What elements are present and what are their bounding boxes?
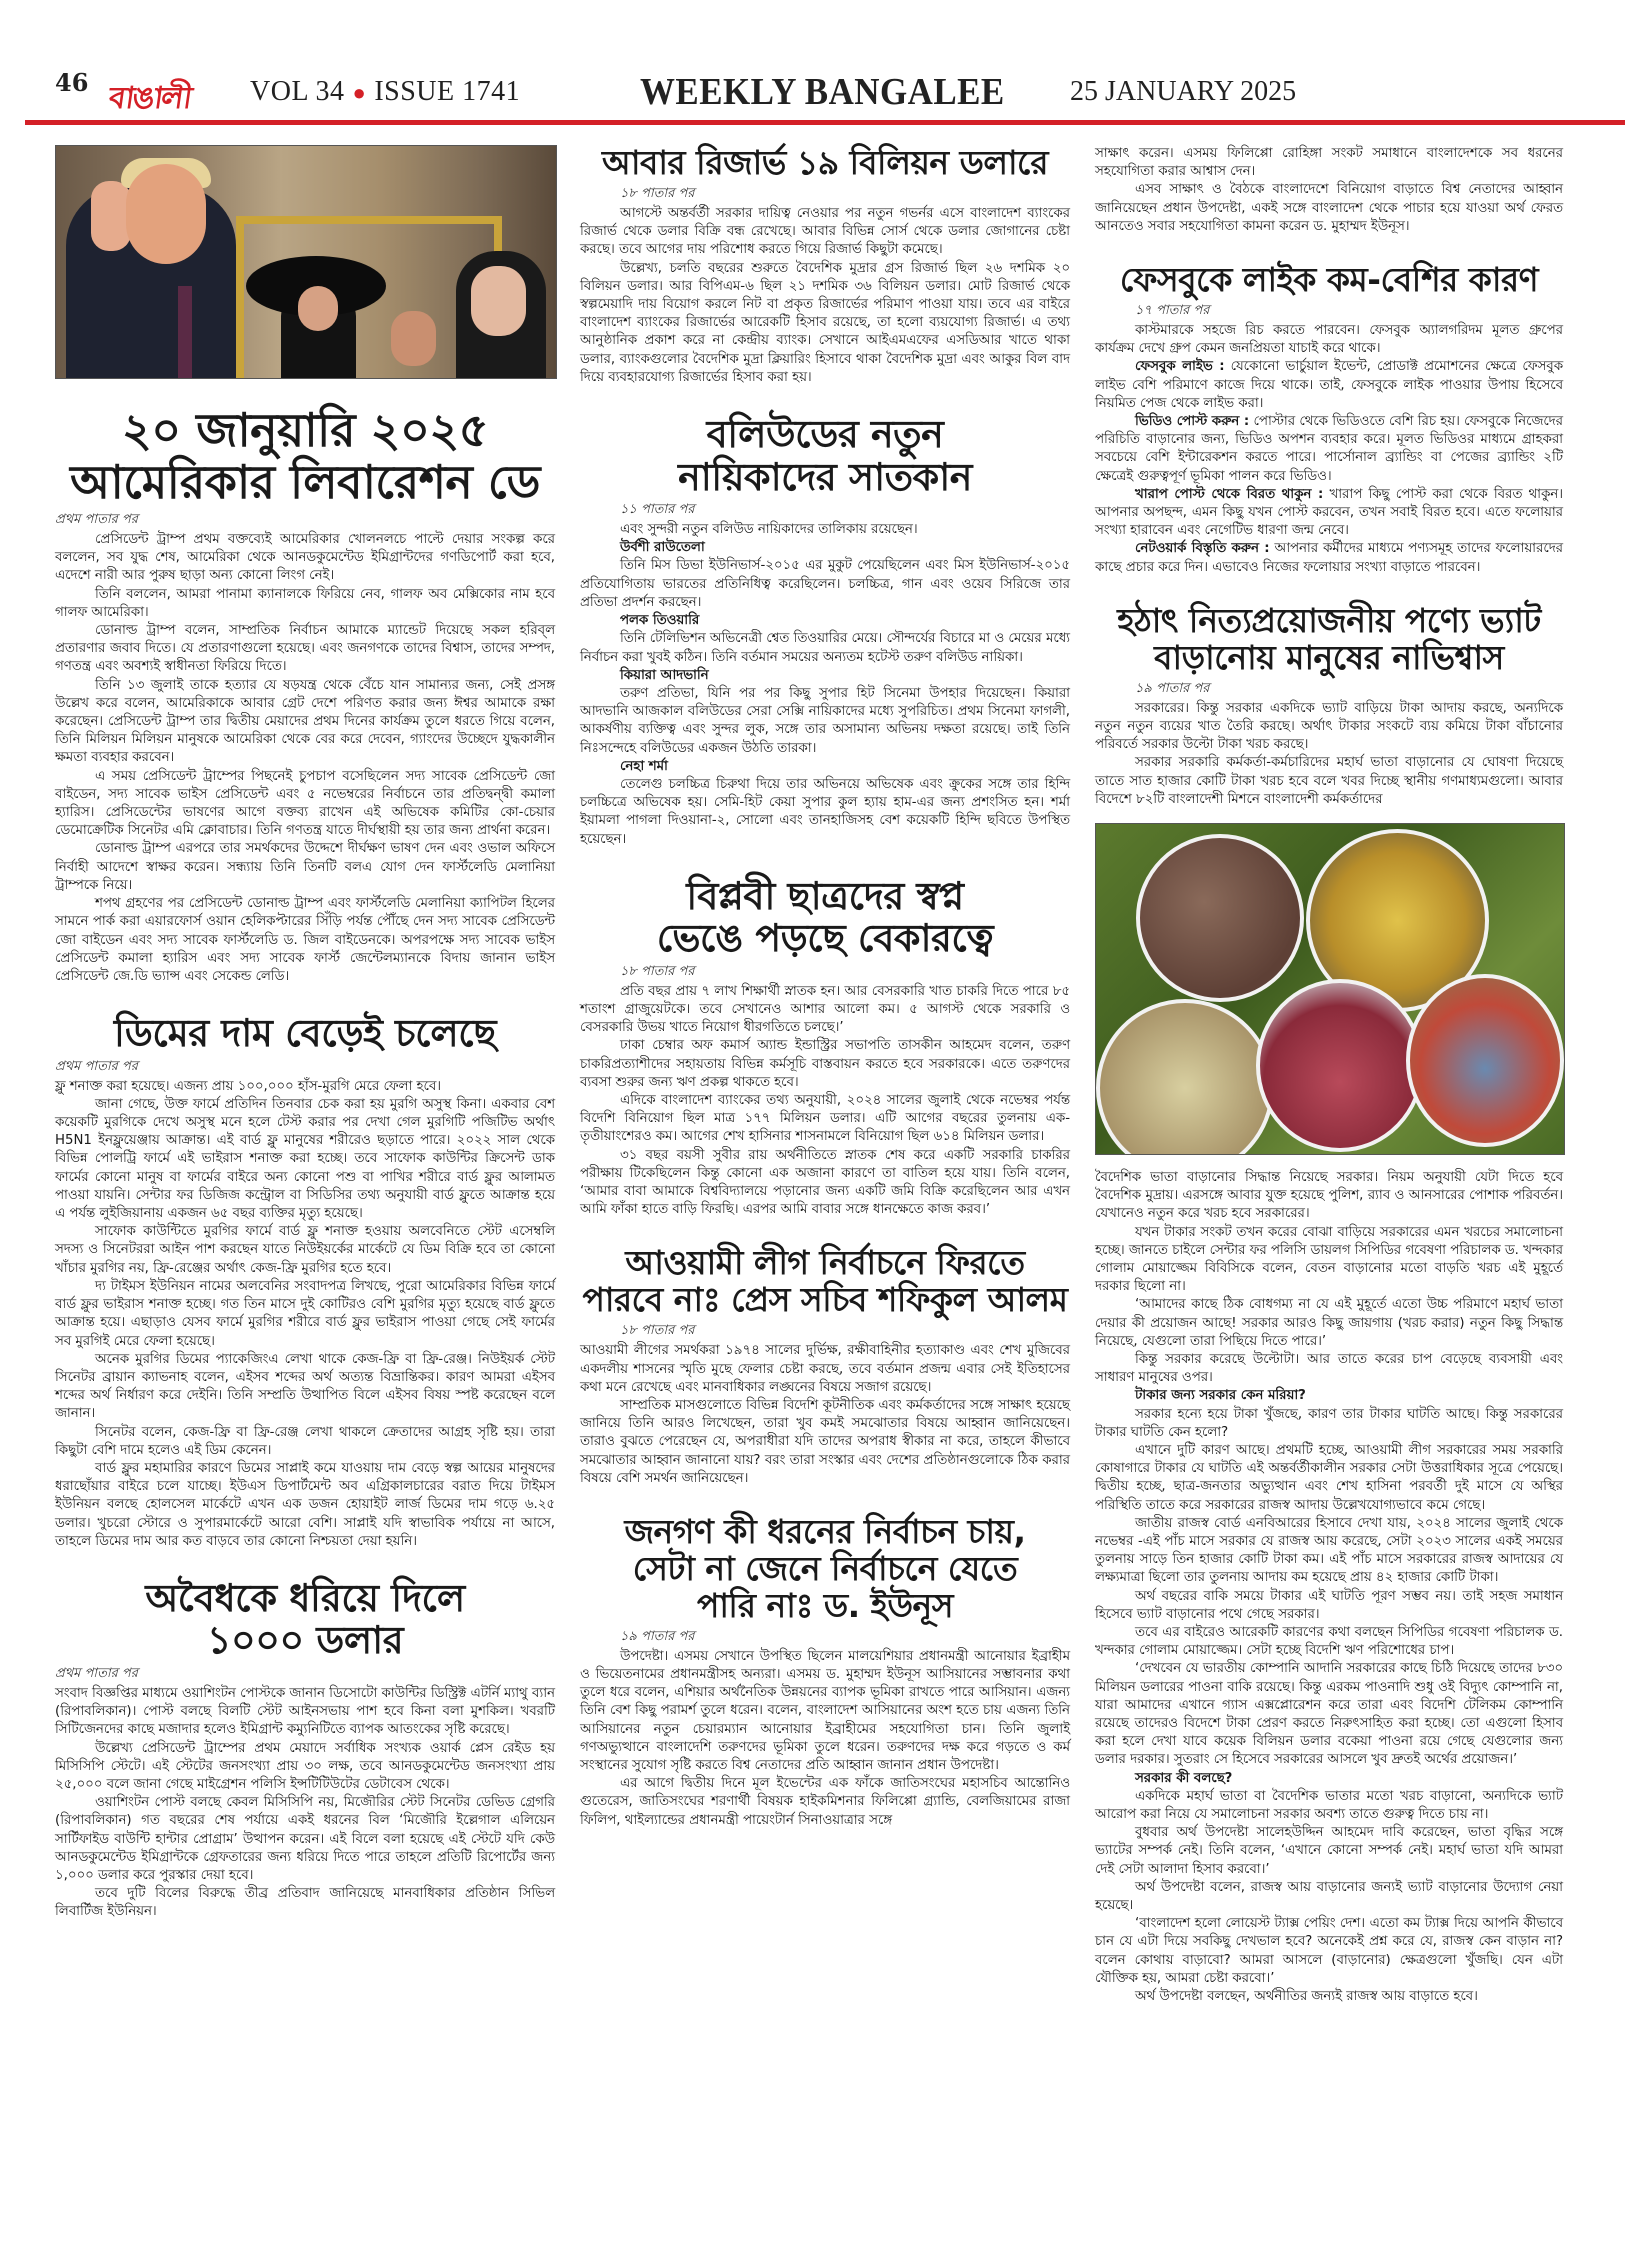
paragraph: তিনি মিস ডিভা ইউনিভার্স-২০১৫ এর মুকুট পেয়েছিলেন এবং মিস ইউনিভার্স-২০১৫ প্রতিযোগিতায় ভারতের প্রতিনিধিত্ব করেছিলেন। চলচ্চিত্র, গান এবং ওয়েব সিরিজে তার প্রতিভা প্রদর্শন করছেন। bbox=[580, 558, 1070, 610]
students-headline bbox=[580, 875, 1070, 960]
yunus-body bbox=[580, 1648, 1070, 1830]
paragraph: বার্ড ফ্লুর মহামারির কারণে ডিমের সাপ্লাই কমে যাওয়ায় দাম বেড়ে স্বল্প আয়ের মানুষদের ধরাছোঁয়ার বাইরে চলে যাচ্ছে। ইউএস ডিপার্টমেন্ট অব এগ্রিকালচারের বরাত দিয়ে টাইমস ইউনিয়ন বলছে হোলসেল মার্কেটে এখন এক ডজন হোয়াইট লার্জ ডিমের দাম গড়ে ৬.২৫ ডলার। খুচরো স্টোরে ও সুপারমার্কেটে আরো বেশি। সাপ্লাই যদি স্বাভাবিক পর্যায়ে না আসে, তাহলে ডিমের দাম আর কত বাড়বে তার কোনো নিশ্চয়তা দেয়া হয়নি। bbox=[55, 1460, 555, 1549]
bollywood-headline-line2: নায়িকাদের সাতকান bbox=[678, 454, 972, 499]
paragraph: জাতীয় রাজস্ব বোর্ড এনবিআরের হিসাবে দেখা যায়, ২০২৪ সালের জুলাই থেকে নভেম্বর -এই পাঁচ মাসে সরকার যে রাজস্ব আয় করেছে, সেটা ২০২৩ সালের একই সময়ের তুলনায় সাড়ে তিন হাজার কোটি টাকা কম। এই পাঁচ মাসে সরকারের রাজস্ব আদায়ের যে লক্ষ্যমাত্রা ছিলো তার তুলনায় আদায় কম হয়েছে প্রায় ৪২ হাজার কোটি টাকা। bbox=[1095, 1515, 1563, 1586]
subheading: নেহা শর্মা bbox=[620, 758, 668, 774]
paragraph: ঢাকা চেম্বার অফ কমার্স অ্যান্ড ইন্ডাস্ট্রির সভাপতি তাসকীন আহমেদ বলেন, তরুণ চাকরিপ্রত্যাশীদের সহায়তায় বিভিন্ন কর্মসূচি বাস্তবায়ন করতে হবে সরকারকে। এতে তরুণদের ব্যবসা শুরুর জন্য ঋণ প্রকল্প থাকতে হবে। bbox=[580, 1038, 1070, 1090]
liberation-headline-line1: ২০ জানুয়ারি ২০২৫ bbox=[121, 403, 489, 457]
students-headline-line1: বিপ্লবী ছাত্রদের স্বপ্ন bbox=[686, 873, 964, 918]
trump-inauguration-photo bbox=[55, 145, 557, 379]
issue-date: 25 JANUARY 2025 bbox=[1070, 76, 1297, 107]
continued-label: প্রথম পাতার পর bbox=[55, 1058, 138, 1074]
subheading: কিয়ারা আদভানি bbox=[620, 667, 709, 683]
paragraph: অর্থ বছরের বাকি সময়ে টাকার এই ঘাটতি পূরণ সম্ভব নয়। তাই সহজ সমাধান হিসেবে ভ্যাট বাড়ানোর পথে গেছে সরকার। bbox=[1095, 1588, 1563, 1622]
bollywood-headline bbox=[580, 413, 1070, 498]
continued-label: ১৮ পাতার পর bbox=[620, 963, 695, 979]
reserve-body bbox=[580, 205, 1070, 387]
market-goods-photo bbox=[1095, 823, 1565, 1155]
yunus-headline-line1: জনগণ কী ধরনের নির্বাচন চায়, bbox=[624, 1512, 1026, 1551]
paragraph: ওয়াশিংটন পোস্ট বলছে কেবল মিসিসিপি নয়, মিজৌরির স্টেট সিনেটর ডেভিড গ্রেগরি (রিপাবলিকান) গত বছরের শেষ পর্যায়ে একই ধরনের বিল ‘মিজৌরি ইল্লেগাল এলিয়েন সার্টিফাইড বাউন্টি হান্টার প্রোগ্রাম’ উত্থাপন করেন। এই বিলে বলা হয়েছে এই স্টেটে যদি কেউ আনডকুমেন্টেড ইমিগ্রান্টকে গ্রেফতারের জন্য ধরিয়ে দিতে পারে তাহলে প্রতিটি রিপোর্টের জন্য ১,০০০ ডলার করে পুরস্কার দেয়া হবে। bbox=[55, 1795, 555, 1884]
bounty-headline bbox=[55, 1577, 555, 1662]
yunus-headline bbox=[580, 1514, 1070, 1625]
volume-label: VOL 34 bbox=[250, 76, 345, 107]
paragraph: বুধবার অর্থ উপদেষ্টা সালেহউদ্দিন আহমেদ দাবি করেছেন, ভাতা বৃদ্ধির সঙ্গে ভ্যাটের সম্পর্ক নেই। তিনি বলেন, ‘এখানে কোনো সম্পর্ক নেই। মহার্ঘ ভাতা যদি আমরা দেই সেটা আলাদা হিসাব করবো।’ bbox=[1095, 1825, 1563, 1877]
continued-label: প্রথম পাতার পর bbox=[55, 1666, 138, 1682]
column-middle bbox=[580, 145, 1070, 1830]
paragraph: তেলেগু চলচ্চিত্র চিরুথা দিয়ে তার অভিনয়ে অভিষেক এবং ক্রুকের সঙ্গে তার হিন্দি চলচ্চিত্রে অভিষেক হয়। সেমি-হিট কেয়া সুপার কুল হ্যায় হাম-এর জন্য প্রশংসিত হন। শর্মা ইয়ামলা পাগলা দিওয়ানা-২, সোলো এবং তানহাজিসহ বেশ কয়েকটি হিন্দি ছবিতে উপস্থিত হয়েছেন। bbox=[580, 776, 1070, 847]
continued-label: ১৯ পাতার পর bbox=[620, 1628, 695, 1644]
vat-body-bottom bbox=[1095, 1169, 1563, 2006]
paragraph: উল্লেখ্য, চলতি বছরের শুরুতে বৈদেশিক মুদ্রার গ্রস রিজার্ভ ছিল ২৬ দশমিক ২০ বিলিয়ন ডলার। আর বিপিএম-৬ ছিল ২১ দশমিক ৩৬ বিলিয়ন ডলার। মোট রিজার্ভ থেকে স্বল্পমেয়াদি দায় বিয়োগ করলে নিট বা প্রকৃত রিজার্ভের পরিমাণ পাওয়া যায়। তবে এর বাইরে বাংলাদেশ ব্যাংকের রিজার্ভের আরেকটি হিসাব রয়েছে, তা হলো ব্যয়যোগ্য রিজার্ভ। এ তথ্য আনুষ্ঠানিক প্রকাশ করে না কেন্দ্রীয় ব্যাংক। সেখানে আইএমএফের এসডিআর খাতে থাকা ডলার, ব্যাংকগুলোর বৈদেশিক মুদ্রা ক্লিয়ারিং হিসাবে থাকা বৈদেশিক মুদ্রা এবং আকুর বিল বাদ দিয়ে ব্যবহারযোগ্য রিজার্ভের হিসাব করা হয়। bbox=[580, 260, 1070, 385]
paragraph: সরকার সরকারি কর্মকর্তা-কর্মচারিদের মহার্ঘ ভাতা বাড়ানোর যে ঘোষণা দিয়েছে তাতে সাত হাজার কোটি টাকা খরচ হবে বলে খবর দিচ্ছে স্থানীয় গণমাধ্যমগুলো। আবার বিদেশে ৮২টি বাংলাদেশী মিশনে বাংলাদেশী কর্মকর্তাদের bbox=[1095, 755, 1563, 807]
paragraph: তবে দুটি বিলের বিরুদ্ধে তীব্র প্রতিবাদ জানিয়েছে মানবাধিকার প্রতিষ্ঠান সিভিল লিবার্টিজ ইউনিয়ন। bbox=[55, 1886, 555, 1920]
bollywood-headline-line1: বলিউডের নতুন bbox=[706, 411, 944, 456]
paragraph: ৩১ বছর বয়সী সুবীর রায় অর্থনীতিতে স্নাতক শেষ করে একটি সরকারি চাকরির পরীক্ষায় টিকেছিলেন কিন্তু কোনো এক অজানা কারণে তা বাতিল হয়ে যায়। তিনি বলেন, ‘আমার বাবা আমাকে বিশ্ববিদ্যালয়ে পড়ানোর জন্য একটি জমি বিক্রি করেছিলেন আর এখন আমি ফাঁকা হাতে বাড়ি ফিরছি। এরপর আমি বাবার সঙ্গে ধানক্ষেতে কাজ করব।’ bbox=[580, 1147, 1070, 1218]
paragraph: বৈদেশিক ভাতা বাড়ানোর সিদ্ধান্ত নিয়েছে সরকার। নিয়ম অনুযায়ী যেটা দিতে হবে বৈদেশিক মুদ্রায়। এরসঙ্গে আবার যুক্ত হয়েছে পুলিশ, র‍্যাব ও আনসারের পোশাক পরিবর্তন। যেখানেও নতুন করে খরচ হবে সরকারের। bbox=[1095, 1169, 1563, 1222]
paragraph: সাম্প্রতিক মাসগুলোতে বিভিন্ন বিদেশি কূটনীতিক এবং কর্মকর্তাদের সঙ্গে সাক্ষাৎ হয়েছে জানিয়ে তিনি আরও লিখেছেন, তারা খুব কমই সমঝোতার বিষয়ে আহ্বান জানিয়েছেন। তারাও বুঝতে পেরেছেন যে, অপরাধীরা যদি তাদের অপরাধ স্বীকার না করে, তাহলে কীভাবে সমঝোতার আহ্বান জানানো যায়? বরং তারা সংস্কার এবং দেশের প্রতিষ্ঠানগুলোকে ঠিক করার বিষয়ে বেশি সমর্থন জানিয়েছেন। bbox=[580, 1397, 1070, 1486]
paragraph: শপথ গ্রহণের পর প্রেসিডেন্ট ডোনাল্ড ট্রাম্প এবং ফার্স্টলেডি মেলানিয়া ক্যাপিটল হিলের সামনে পার্ক করা এয়ারফোর্স ওয়ান হেলিকপ্টারের সিঁড়ি পর্যন্ত পৌঁছে দেন সদ্য সাবেক প্রেসিডেন্ট জো বাইডেন এবং সদ্য সাবেক ফার্স্টলেডি ড. জিল বাইডেনকে। অপরপক্ষে সদ্য সাবেক ভাইস প্রেসিডেন্ট কমালা হ্যারিস এবং সদ্য সাবেক ফার্স্ট জেন্টেলম্যানকে বিদায় জানান ভাইস প্রেসিডেন্ট জে.ডি ভ্যান্স এবং সেকেন্ড লেডি। bbox=[55, 896, 555, 984]
paragraph: কাস্টমারকে সহজে রিচ করতে পারবেন। ফেসবুক অ্যালগরিদম মূলত গ্রুপের কার্যক্রম দেখে গ্রুপ কেমন জনপ্রিয়তা যাচাই করে থাকে। bbox=[1095, 322, 1563, 357]
subheading: টাকার জন্য সরকার কেন মরিয়া? bbox=[1135, 1388, 1306, 1404]
continued-label: ১৮ পাতার পর bbox=[620, 185, 695, 201]
yunus-headline-line2: সেটা না জেনে নির্বাচনে যেতে bbox=[632, 1548, 1018, 1588]
paragraph: আগস্টে অন্তর্বর্তী সরকার দায়িত্ব নেওয়ার পর নতুন গভর্নর এসে বাংলাদেশ ব্যাংকের রিজার্ভ থেকে ডলার বিক্রি বন্ধ রেখেছে। আবার বিভিন্ন সোর্স থেকে ডলার জোগানের চেষ্টা করছে। তবে আগের দায় পরিশোধ করতে গিয়ে রিজার্ভ কিছুটা কমেছে। bbox=[580, 205, 1070, 258]
publication-title: WEEKLY BANGALEE bbox=[640, 71, 1005, 113]
paragraph: তবে এর বাইরেও আরেকটি কারণের কথা বলছেন সিপিডির গবেষণা পরিচালক ড. খন্দকার গোলাম মোয়াজ্জেম। সেটা হচ্ছে বিদেশি ঋণ পরিশোধের চাপ। bbox=[1095, 1625, 1563, 1659]
continued-label: ১৮ পাতার পর bbox=[620, 1323, 695, 1339]
liberation-headline-line2: আমেরিকার লিবারেশন ডে bbox=[70, 454, 540, 509]
students-headline-line2: ভেঙে পড়ছে বেকারত্বে bbox=[656, 916, 994, 961]
paragraph-lead: খারাপ পোস্ট থেকে বিরত থাকুন : bbox=[1135, 486, 1324, 502]
volume-issue bbox=[250, 76, 520, 108]
students-body bbox=[580, 983, 1070, 1220]
awami-headline-line1: আওয়ামী লীগ নির্বাচনে ফিরতে bbox=[625, 1243, 1025, 1283]
paragraph: সরকারের। কিন্তু সরকার একদিকে ভ্যাট বাড়িয়ে টাকা আদায় করছে, অন্যদিকে নতুন নতুন ব্যয়ের খাত তৈরি করছে। অর্থাৎ টাকার সংকটে ব্যয় কমিয়ে টাকা বাঁচানোর পরিবর্তে সরকার উল্টো টাকা খরচ করছে। bbox=[1095, 700, 1563, 753]
column-left bbox=[55, 145, 555, 1922]
liberation-headline bbox=[55, 405, 555, 508]
paragraph: একদিকে মহার্ঘ ভাতা বা বৈদেশিক ভাতার মতো খরচ বাড়ানো, অন্যদিকে ভ্যাট আরোপ করা নিয়ে যে সমালোচনা সরকার অবশ্য তাতে গুরুত্ব দিতে চায় না। bbox=[1095, 1788, 1563, 1823]
bounty-headline-line1: অবৈধকে ধরিয়ে দিলে bbox=[145, 1575, 465, 1620]
paragraph: দ্য টাইমস ইউনিয়ন নামের অলবেনির সংবাদপত্র লিখছে, পুরো আমেরিকার বিভিন্ন ফার্মে বার্ড ফ্লুর ভাইরাস শনাক্ত হচ্ছে। গত তিন মাসে দুই কোটিরও বেশি মুরগির মৃত্যু হয়েছে বার্ড ফ্লুতে আক্রান্ত হয়ে। এছাড়াও যেসব ফার্মে মুরগির শরীরে বার্ড ফ্লুর ভাইরাস পাওয়া গেছে সেই ফার্মের সব মুরগিই মেরে ফেলা হয়েছে। bbox=[55, 1278, 555, 1349]
paragraph: উপদেষ্টা। এসময় সেখানে উপস্থিত ছিলেন মালয়েশিয়ার প্রধানমন্ত্রী আনোয়ার ইব্রাহীম ও ভিয়েতনামের প্রধানমন্ত্রীসহ অন্যরা। এসময় ড. মুহাম্মদ ইউনূস আসিয়ানের সম্ভাবনার কথা তুলে ধরে বলেন, এশিয়ার অর্থনৈতিক উন্নয়নের ব্যাপক ভূমিকা রাখতে পারে আসিয়ান। এজন্য তিনি বেশ কিছু পরামর্শ তুলে ধরেন। বলেন, বাংলাদেশ আসিয়ানের অংশ হতে চায় এজন্য তিনি আসিয়ানের নতুন চেয়ারম্যান আনোয়ার ইব্রাহীমের সহযোগিতা চান। তিনি জুলাই গণঅভ্যুত্থানে বাংলাদেশি তরুণদের ভূমিকা তুলে ধরেন। তরুণদের দক্ষ করে গড়তে ও কর্ম সংস্থানের সুযোগ সৃষ্টি করতে বিশ্ব নেতাদের প্রতি আহ্বান জানান প্রধান উপদেষ্টা। bbox=[580, 1648, 1070, 1774]
paragraph: তিনি টেলিভিশন অভিনেত্রী শ্বেত তিওয়ারির মেয়ে। সৌন্দর্যের বিচারে মা ও মেয়ের মধ্যে নির্বাচন করা খুবই কঠিন। তিনি বর্তমান সময়ের অন্যতম হটেস্ট তরুণ বলিউড নায়িকা। bbox=[580, 631, 1070, 665]
paragraph: এ সময় প্রেসিডেন্ট ট্রাম্পের পিছনেই চুপচাপ বসেছিলেন সদ্য সাবেক প্রেসিডেন্ট জো বাইডেন, সদ্য সাবেক ভাইস প্রেসিডেন্ট এবং ৫ নভেম্বরের নির্বাচনে তার প্রতিদ্বন্দ্বী কমালা হ্যারিস। প্রেসিডেন্টের ভাষণের আগে বক্তব্য রাখেন এই অভিষেক কমিটির কো-চেয়ার ডেমোক্রেটিক সিনেটর এমি ক্লোবাচার। তিনি গণতন্ত্র যাতে দীর্ঘস্থায়ী হয় তার জন্য প্রার্থনা করেন। bbox=[55, 768, 555, 839]
vat-body-top bbox=[1095, 700, 1563, 809]
paragraph: ফেসবুক লাইভ : যেকোনো ভার্চুয়াল ইভেন্ট, প্রোডাক্ট প্রমোশনের ক্ষেত্রে ফেসবুক লাইভ বেশি পরিমাণে কাজে দিয়ে থাকে। তাই, ফেসবুকে লাইক পাওয়ার উপায় হিসেবে নিয়মিত পেজ থেকে লাইভ করা। bbox=[1095, 359, 1563, 411]
paragraph: এবং সুন্দরী নতুন বলিউড নায়িকাদের তালিকায় রয়েছেন। bbox=[620, 522, 918, 538]
paragraph: প্রেসিডেন্ট ট্রাম্প প্রথম বক্তব্যেই আমেরিকার খোলনলচে পাল্টে দেয়ার সংকল্প করে বললেন, সব যুদ্ধ শেষ, আমেরিকা থেকে আনডকুমেন্টেড ইমিগ্রান্টদের গণডিপোর্ট করা হবে, এদেশে নারী আর পুরুষ ছাড়া অন্য কোনো লিংগ নেই। bbox=[55, 532, 555, 584]
eggs-body bbox=[55, 1078, 555, 1551]
awami-headline bbox=[580, 1245, 1070, 1319]
paragraph: ডোনাল্ড ট্রাম্প এরপরে তার সমর্থকদের উদ্দেশে দীর্ঘক্ষণ ভাষণ দেন এবং ওভাল অফিসে নির্বাহী আদেশে স্বাক্ষর করেন। সন্ধ্যায় তিনি তিনটি বলএ যোগ দেন ফার্স্টলেডি মেলানিয়া ট্রাম্পকে নিয়ে। bbox=[55, 841, 555, 893]
yunus-continued-body bbox=[1095, 145, 1563, 236]
subheading: উর্বশী রাউতেলা bbox=[620, 540, 705, 556]
paragraph: অর্থ উপদেষ্টা বলছেন, অর্থনীতির জন্যই রাজস্ব আয় বাড়াতে হবে। bbox=[1135, 1989, 1478, 2005]
masthead-divider bbox=[25, 120, 1625, 125]
paragraph: নেটওয়ার্ক বিস্তৃতি করুন : আপনার কর্মীদের মাধ্যমে পণ্যসমূহ তাদের ফলোয়ারদের কাছে প্রচার করে দিন। এভাবেও নিজের ফলোয়ার সংখ্যা বাড়াতে পারবেন। bbox=[1095, 541, 1563, 575]
facebook-body bbox=[1095, 322, 1563, 577]
paragraph: ভিডিও পোস্ট করুন : পোস্টার থেকে ভিডিওতে বেশি রিচ হয়। ফেসবুকে নিজেদের পরিচিতি বাড়ানোর জন্য, ভিডিও অপশন ব্যবহার করে। মূলত ভিডিওর মাধ্যমে গ্রাহকরা সবচেয়ে বেশি ইন্টারেকশন করতে পারে। পার্সোনাল ব্র্যান্ডিং বা পেজের ব্র্যান্ডিং ২টি ক্ষেত্রেই গুরুত্বপূর্ণ ভূমিকা পালন করে ভিডিও। bbox=[1095, 413, 1563, 484]
paragraph-lead: ফেসবুক লাইভ : bbox=[1135, 359, 1225, 375]
paragraph: ডোনাল্ড ট্রাম্প বলেন, সাম্প্রতিক নির্বাচন আমাকে ম্যান্ডেট দিয়েছে সকল হরিব্‌ল প্রতারণার জবাব দিতে। যে প্রতারণাগুলো হয়েছে। এবং জনগণকে তাদের বিশ্বাস, তাদের সম্পদ, গণতন্ত্র এবং অবশ্যই স্বাধীনতা ফিরিয়ে দিতে। bbox=[55, 623, 555, 675]
paragraph: কিন্তু সরকার করেছে উল্টোটা। আর তাতে করের চাপ বেড়েছে ব্যবসায়ী এবং সাধারণ মানুষের ওপর। bbox=[1095, 1351, 1563, 1386]
paragraph: সরকার হন্যে হয়ে টাকা খুঁজছে, কারণ তার টাকার ঘাটতি আছে। কিন্তু সরকারের টাকার ঘাটতি কেন হলো? bbox=[1095, 1406, 1563, 1440]
reserve-headline: আবার রিজার্ভ ১৯ বিলিয়ন ডলারে bbox=[602, 143, 1048, 182]
issue-label: ISSUE 1741 bbox=[374, 76, 521, 107]
eggs-headline: ডিমের দাম বেড়েই চলেছে bbox=[113, 1011, 496, 1056]
subheading: সরকার কী বলছে? bbox=[1135, 1770, 1233, 1786]
paragraph: এর আগে দ্বিতীয় দিনে মূল ইভেন্টের এক ফাঁকে জাতিসংঘের মহাসচিব আন্তোনিও গুতেরেস, জাতিসংঘের শরণার্থী বিষয়ক হাইকমিশনার ফিলিপ্পো গ্র্যান্ডি, বেলজিয়ামের রাজা ফিলিপ, থাইল্যান্ডের প্রধানমন্ত্রী পায়েংটার্ন সিনাওয়াত্রার সঙ্গে bbox=[580, 1776, 1070, 1828]
paragraph: উল্লেখ্য প্রেসিডেন্ট ট্রাম্পের প্রথম মেয়াদে সর্বাধিক সংখ্যক ওয়ার্ক প্লেস রেইড হয় মিসিসিপি স্টেটে। এই স্টেটের জনসংখ্যা প্রায় ৩০ লক্ষ, তবে আনডকুমেন্টেড জনসংখ্যা প্রায় ২৫,০০০ বলে জানা গেছে মাইগ্রেশন পলিসি ইন্সটিটিউটের ডেটাবেস থেকে। bbox=[55, 1740, 555, 1793]
continued-label: প্রথম পাতার পর bbox=[55, 512, 138, 528]
continued-label: ১১ পাতার পর bbox=[620, 502, 695, 518]
awami-headline-line2: পারবে নাঃ প্রেস সচিব শফিকুল আলম bbox=[582, 1280, 1068, 1320]
paragraph: যখন টাকার সংকট তখন করের বোঝা বাড়িয়ে সরকারের এমন খরচের সমালোচনা হচ্ছে। জানতে চাইলে সেন্টার ফর পলিসি ডায়লগ সিপিডির গবেষণা পরিচালক ড. খন্দকার গোলাম মোয়াজ্জেম বিবিসিকে বলেন, বেতন বাড়ানোর মতো বাড়তি খরচ এই মুহূর্তে দরকার ছিলো না। bbox=[1095, 1224, 1563, 1295]
yunus-headline-line3: পারি নাঃ ড. ইউনূস bbox=[696, 1585, 954, 1625]
paragraph: এসব সাক্ষাৎ ও বৈঠকে বাংলাদেশে বিনিয়োগ বাড়াতে বিশ্ব নেতাদের আহ্বান জানিয়েছেন প্রধান উপদেষ্টা, একই সঙ্গে বাংলাদেশ থেকে পাচার হয়ে যাওয়া অর্থ ফেরত আনতেও সবার সহযোগিতা কামনা করেন ড. মুহাম্মদ ইউনূস। bbox=[1095, 182, 1563, 234]
bollywood-body bbox=[580, 521, 1070, 849]
paragraph: সংবাদ বিজ্ঞপ্তির মাধ্যমে ওয়াশিংটন পোস্টকে জানান ডিসোটো কাউন্টির ডিস্ট্রিক্ট এটর্নি ম্যাথু ব্যান (রিপাবলিকান)। পোস্ট বলছে বিলটি স্টেট আইনসভায় পাশ হবে কিনা বলা মুশকিল। খবরটি সিটিজেনদের কাছে মজাদার হলেও ইমিগ্রান্ট কম্যুনিটিতে ব্যাপক আতংকের সৃষ্টি করেছে। bbox=[55, 1686, 555, 1738]
paragraph: ‘দেখবেন যে ভারতীয় কোম্পানি আদানি সরকারের কাছে চিঠি দিয়েছে তাদের ৮৩০ মিলিয়ন ডলারের পাওনা বাকি রয়েছে। কিন্তু এরকম পাওনাদি শুধু ওই বিদ্যুৎ কোম্পানি না, যারা আমাদের এখানে গ্যাস এক্সপ্লোরেশন করে তারা এবং বিদেশি টেলিকম কোম্পানি রয়েছে তাদেরও বিদেশে টাকা প্রেরণ করতে নিরুৎসাহিত করা হচ্ছে। তো এগুলো হিসাব করা হলে দেখা যাবে কয়েক বিলিয়ন ডলার বকেয়া পাওনা রয়ে গেছে যেগুলোর জন্য ডলার দরকার। সুতরাং সে হিসেবে সরকারের আসলে খুব দ্রুতই অর্থের প্রয়োজন।’ bbox=[1095, 1661, 1563, 1768]
paragraph: খারাপ পোস্ট থেকে বিরত থাকুন : খারাপ কিছু পোস্ট করা থেকে বিরত থাকুন। আপনার অপছন্দ, এমন কিছু যখন পোস্ট করবেন, তখন সবাই বিরত হবে। এতে ফলোয়ার সংখ্যা হারাবেন এবং নেগেটিভ ধারণা জন্ম নেবে। bbox=[1095, 486, 1563, 539]
paragraph: আওয়ামী লীগের সমর্থকরা ১৯৭৪ সালের দুর্ভিক্ষ, রক্ষীবাহিনীর হত্যাকাণ্ড এবং শেখ মুজিবের একদলীয় শাসনের স্মৃতি মুছে ফেলার চেষ্টা করছে, তবে বর্তমান প্রজন্ম এবার সেই ইতিহাসের কথা মনে রেখেছে এবং মানবাধিকার লঙ্ঘনের বিষয়ে সজাগ রয়েছে। bbox=[580, 1343, 1070, 1395]
paragraph: প্রতি বছর প্রায় ৭ লাখ শিক্ষার্থী স্নাতক হন। আর বেসরকারি খাত চাকরি দিতে পারে ৮৫ শতাংশ গ্রাজুয়েটকে। তবে সেখানেও আশার আলো কম। ৫ আগস্ট থেকে সরকারি ও বেসরকারি উভয় খাতে নিয়োগ ধীরগতিতে চলছে।’ bbox=[580, 983, 1070, 1036]
paragraph: জানা গেছে, উক্ত ফার্মে প্রতিদিন তিনবার চেক করা হয় মুরগি অসুস্থ কিনা। একবার বেশ কয়েকটি মুরগিকে দেখে অসুস্থ মনে হলে টেস্ট করার পর দেখা গেল মুরগিটি পজিটিভ অর্থাৎ H5N1 ইনফ্লুয়েঞ্জায় আক্রান্ত। এই বার্ড ফ্লু মানুষের শরীরেও ছড়াতে পারে। ২০২২ সাল থেকে বিভিন্ন পোলট্রি ফার্মে এই ভাইরাস শনাক্ত করা হচ্ছে। তবে সাফোক কাউন্টির ক্রিসেন্ট ডাক ফার্মের কোনো মানুষ বা ফার্মের বাইরে অন্য কোনো পশু বা পাখির শরীরে বার্ড ফ্লুর আলামত পাওয়া যায়নি। সেন্টার ফর ডিজিজ কন্ট্রোল বা সিডিসির তথ্য অনুযায়ী বার্ড ফ্লুতে আক্রান্ত হয়ে এ পর্যন্ত লুইজিয়ানায় একজন ৬৫ বছর ব্যক্তির মৃত্যু হয়েছে। bbox=[55, 1096, 555, 1222]
awami-body bbox=[580, 1342, 1070, 1488]
vat-headline bbox=[1095, 600, 1563, 677]
paragraph: সিনেটর বলেন, কেজ-ফ্রি বা ফ্রি-রেঞ্জ লেখা থাকলে ক্রেতাদের আগ্রহ সৃষ্টি হয়। তারা কিছুটা বেশি দামে হলেও এই ডিম কেনেন। bbox=[55, 1424, 555, 1458]
continued-label: ১৭ পাতার পর bbox=[1135, 302, 1210, 318]
paragraph: তরুণ প্রতিভা, যিনি পর পর কিছু সুপার হিট সিনেমা উপহার দিয়েছেন। কিয়ারা আদভানি আজকাল বলিউডের সেরা সেক্সি নায়িকাদের মধ্যে সুপরিচিত। প্রথম সিনেমা ফাগলী, আকর্ষণীয় ব্যক্তিত্ব এবং সুন্দর লুক, সঙ্গে তার অসামান্য অভিনয় দক্ষতা রয়েছে। তাই তিনি নিঃসন্দেহে বলিউডের একজন উঠতি তারকা। bbox=[580, 685, 1070, 756]
vat-headline-line2: বাড়ানোয় মানুষের নাভিশ্বাস bbox=[1154, 637, 1504, 677]
page-number: 46 bbox=[55, 68, 89, 97]
paragraph: অর্থ উপদেষ্টা বলেন, রাজস্ব আয় বাড়ানোর জন্যই ভ্যাট বাড়ানোর উদ্যোগ নেয়া হয়েছে। bbox=[1095, 1879, 1563, 1914]
paragraph: সাক্ষাৎ করেন। এসময় ফিলিপ্পো রোহিঙ্গা সংকট সমাধানে বাংলাদেশকে সব ধরনের সহযোগিতা করার আশ্বাস দেন। bbox=[1095, 146, 1563, 180]
paragraph: এদিকে বাংলাদেশ ব্যাংকের তথ্য অনুযায়ী, ২০২৪ সালের জুলাই থেকে নভেম্বর পর্যন্ত বিদেশি বিনিয়োগ ছিল মাত্র ১৭৭ মিলিয়ন ডলার। এটি আগের বছরের তুলনায় এক-তৃতীয়াংশেরও কম। আগের শেখ হাসিনার শাসনামলে বিনিয়োগ ছিল ৬১৪ মিলিয়ন ডলার। bbox=[580, 1093, 1070, 1145]
paragraph: ‘বাংলাদেশ হলো লোয়েস্ট ট্যাক্স পেয়িং দেশ। এতো কম ট্যাক্স দিয়ে আপনি কীভাবে চান যে এটা দিয়ে সবকিছু দেখভাল হবে? অনেকেই প্রশ্ন করে যে, রাজস্ব কেন বাড়ান না? বলেন কোথায় বাড়াবো? আমরা আসলে (বাড়ানোর) ক্ষেত্রগুলো খুঁজছি। যেন এটা যৌক্তিক হয়, আমরা চেষ্টা করবো।’ bbox=[1095, 1916, 1563, 1986]
vat-headline-line1: হঠাৎ নিত্যপ্রয়োজনীয় পণ্যে ভ্যাট bbox=[1117, 600, 1541, 640]
liberation-body bbox=[55, 531, 555, 986]
paragraph: ফ্লু শনাক্ত করা হয়েছে। এজন্য প্রায় ১০০,০০০ হাঁস-মুরগি মেরে ফেলা হবে। bbox=[55, 1078, 442, 1094]
paragraph: ‘আমাদের কাছে ঠিক বোধগম্য না যে এই মুহূর্তে এতো উচ্চ পরিমাণে মহার্ঘ ভাতা দেয়ার কী প্রয়োজন আছে! সরকার আরও কিছু জায়গায় (খরচ করার) নতুন কিছু সিদ্ধান্ত নিয়েছে, যেগুলো তারা পিছিয়ে দিতে পারে।’ bbox=[1095, 1297, 1563, 1349]
bullet-dot-icon: ● bbox=[352, 80, 367, 105]
paragraph: এখানে দুটি কারণ আছে। প্রথমটি হচ্ছে, আওয়ামী লীগ সরকারের সময় সরকারি কোষাগারে টাকার যে ঘাটতি এই অন্তর্বর্তীকালীন সরকার সেটা উত্তরাধিকার সূত্রে পেয়েছে। দ্বিতীয় হচ্ছে, ছাত্র-জনতার অভ্যুত্থান এবং শেখ হাসিনা পরবর্তী দুই মাসে যে অস্থির পরিস্থিতি তাতে করে সরকারের রাজস্ব আদায় উল্লেখযোগ্যভাবে কমে গেছে। bbox=[1095, 1442, 1563, 1513]
paragraph-lead: ভিডিও পোস্ট করুন : bbox=[1135, 413, 1250, 429]
subheading: পলক তিওয়ারি bbox=[620, 613, 700, 629]
continued-label: ১৯ পাতার পর bbox=[1135, 680, 1210, 696]
paragraph: তিনি বললেন, আমরা পানামা ক্যানালকে ফিরিয়ে নেব, গালফ অব মেক্সিকোর নাম হবে গালফ আমেরিকা। bbox=[55, 586, 555, 620]
paragraph-lead: নেটওয়ার্ক বিস্তৃতি করুন : bbox=[1135, 541, 1270, 557]
paragraph: সাফোক কাউন্টিতে মুরগির ফার্মে বার্ড ফ্লু শনাক্ত হওয়ায় অলবেনিতে স্টেট এসেম্বলি সদস্য ও সিনেটররা আইন পাশ করছেন যাতে নিউইয়র্কের মার্কেটে যে ডিম বিক্রি হবে তা কোনো খাঁচার মুরগির নয়, ফ্রি-রেঞ্জের অর্থাৎ কেজ-ফ্রি মুরগির হতে হবে। bbox=[55, 1224, 555, 1276]
column-right bbox=[1095, 145, 1563, 2006]
paragraph: অনেক মুরগির ডিমের প্যাকেজিংএ লেখা থাকে কেজ-ফ্রি বা ফ্রি-রেঞ্জ। নিউইয়র্ক স্টেট সিনেটর ব্রায়ান ক্যাভনাহ বলেন, এইসব শব্দের অর্থ অত্যন্ত বিভ্রান্তিকর। কারণ আমরা এইসব শব্দের অর্থ নির্ধারণ করে দেইনি। তিনি সম্প্রতি উত্থাপিত বিলে এইসব বিষয় স্পষ্ট করেছেন বলে জানান। bbox=[55, 1351, 555, 1422]
bounty-headline-line2: ১০০০ ডলার bbox=[206, 1618, 404, 1663]
facebook-headline: ফেসবুকে লাইক কম-বেশির কারণ bbox=[1119, 260, 1539, 300]
logo-text: বাঙালী bbox=[107, 80, 194, 116]
paragraph: তিনি ১৩ জুলাই তাকে হত্যার যে ষড়যন্ত্র থেকে বেঁচে যান সামান্যর জন্য, সেই প্রসঙ্গ উল্লেখ করে বলেন, আমেরিকাকে আবার গ্রেট দেশে পরিণত করার জন্য ঈশ্বর আমাকে রক্ষা করেছেন। প্রেসিডেন্ট ট্রাম্প তার দ্বিতীয় মেয়াদের প্রথম দিনের কার্যক্রম তুলে ধরতে গিয়ে বলেন, তিনি মিলিয়ন মিলিয়ন মানুষকে আমেরিকা থেকে বের করে দেবেন, গ্যাংদের উচ্ছেদে যুদ্ধকালীন ক্ষমতা ব্যবহার করবেন। bbox=[55, 677, 555, 766]
bounty-body bbox=[55, 1685, 555, 1922]
